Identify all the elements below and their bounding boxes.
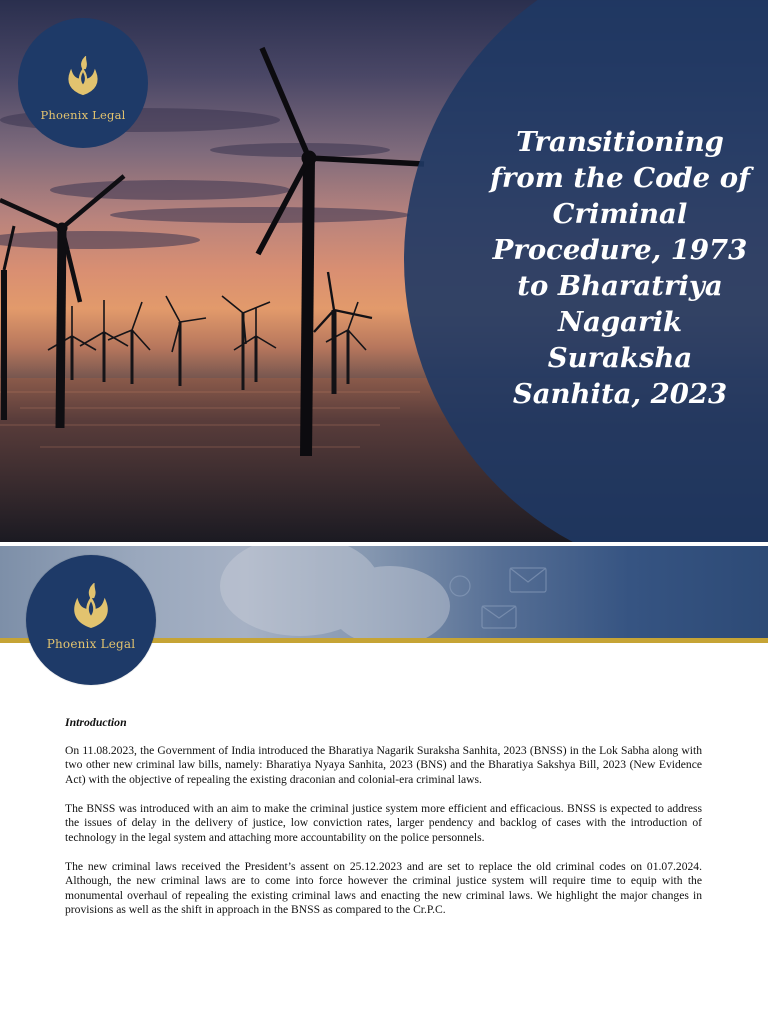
- article-body: [65, 715, 702, 932]
- brand-name: Phoenix Legal: [40, 108, 126, 122]
- brand-name: Phoenix Legal: [46, 637, 136, 651]
- phoenix-legal-logo: [18, 18, 148, 148]
- phoenix-flame-icon: [65, 56, 101, 96]
- section-heading: Introduction: [65, 715, 127, 729]
- phoenix-flame-icon: [70, 583, 112, 629]
- paragraph: The BNSS was introduced with an aim to make the criminal justice system more efficient and efficacious. BNSS is expected to address the issues of delay in the delivery of justice, low conviction rates, larger pendency and backlog of cases with the introduction of technology in the legal system and attaching more accountability on the police personnels.: [65, 801, 702, 844]
- phoenix-legal-logo: [26, 555, 156, 685]
- paragraph: On 11.08.2023, the Government of India introduced the Bharatiya Nagarik Suraksha Sanhita, 2023 (BNSS) in the Lok Sabha along with two other new criminal law bills, namely: Bharatiya Nyaya Sanhita, 2023 (BNS) and the Bharatiya Sakshya Bill, 2023 (New Evidence Act) with the objective of repealing the existing draconian and colonial-era criminal laws.: [65, 743, 702, 786]
- paragraph: The new criminal laws received the President’s assent on 25.12.2023 and are set to replace the old criminal codes on 01.07.2024. Although, the new criminal laws are to come into force however the criminal justice system will require time to equip with the monumental overhaul of repealing the existing criminal laws and enacting the new criminal laws. We highlight the major changes in provisions as well as the shift in approach in the BNSS as compared to the Cr.P.C.: [65, 859, 702, 916]
- document-title: Transitioning from the Code of Criminal Procedure, 1973 to Bharatriya Nagarik Suraksha Sanhita, 2023: [490, 126, 750, 410]
